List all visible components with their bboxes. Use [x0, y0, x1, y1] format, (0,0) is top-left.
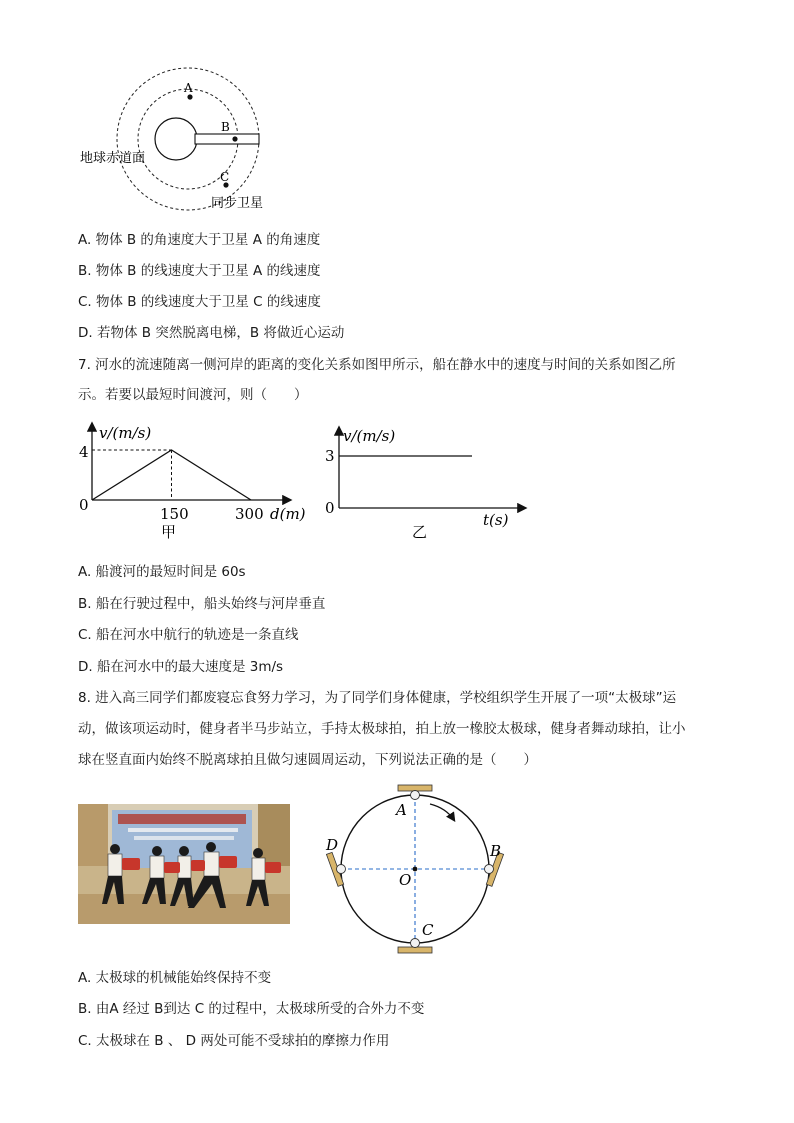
q7-option-d: D. 船在河水中的最大速度是 3m/s [78, 659, 284, 675]
yi-origin-label: 0 [325, 499, 335, 517]
q6-option-d: D. 若物体 B 突然脱离电梯，B 将做近心运动 [78, 325, 345, 341]
chart-jia [75, 418, 315, 543]
point-c-label: C [220, 170, 230, 184]
q7-stem-line1: 7. 河水的流速随离一侧河岸的距离的变化关系如图甲所示，船在静水中的速度与时间的关系如图乙所 [78, 357, 676, 373]
space-elevator [195, 134, 259, 144]
yi-x-label: t(s) [483, 511, 509, 529]
center-dot [413, 867, 418, 872]
jia-y-tick-4: 4 [79, 443, 89, 461]
label-c: C [422, 921, 434, 939]
q8-option-a: A. 太极球的机械能始终保持不变 [78, 970, 272, 986]
sync-satellite-label: 同步卫星 [211, 196, 264, 211]
jia-origin-label: 0 [79, 496, 89, 514]
label-o: O [399, 871, 412, 889]
ball-c [411, 939, 420, 948]
q7-option-c: C. 船在河水中航行的轨迹是一条直线 [78, 627, 299, 643]
label-d: D [326, 836, 339, 854]
jia-x-label: d(m) [270, 505, 306, 523]
taiji-photo [78, 804, 290, 924]
q7-stem-line2: 示。若要以最短时间渡河，则（ ） [78, 387, 308, 403]
q8-stem-line3: 球在竖直面内始终不脱离球拍且做匀速圆周运动，下列说法正确的是（ ） [78, 752, 537, 768]
q8-option-b: B. 由A 经过 B到达 C 的过程中，太极球所受的合外力不变 [78, 1001, 425, 1017]
q6-option-b: B. 物体 B 的线速度大于卫星 A 的线速度 [78, 263, 321, 279]
point-a-label: A [184, 81, 193, 95]
earth-circle [155, 118, 197, 160]
jia-y-label: v/(m/s) [99, 424, 152, 442]
jia-caption: 甲 [161, 523, 177, 541]
q6-option-c: C. 物体 B 的线速度大于卫星 C 的线速度 [78, 294, 321, 310]
rotation-arrow [430, 804, 454, 820]
point-b-dot [232, 136, 237, 141]
q7-option-b: B. 船在行驶过程中，船头始终与河岸垂直 [78, 596, 326, 612]
jia-x-tick-300: 300 [235, 505, 264, 523]
label-b: B [490, 842, 502, 860]
q8-stem-line1: 8. 进入高三同学们都废寝忘食努力学习，为了同学们身体健康，学校组织学生开展了一项“太极球”运 [78, 690, 677, 706]
yi-caption: 乙 [412, 523, 428, 541]
ball-a [411, 791, 420, 800]
orbit-diagram [75, 65, 285, 215]
ball-b [485, 865, 494, 874]
q8-stem-line2: 动，做该项运动时，健身者半马步站立，手持太极球拍，拍上放一橡胶太极球，健身者舞动球拍，让小 [78, 721, 686, 737]
yi-y-label: v/(m/s) [343, 427, 396, 445]
chart-yi [320, 420, 540, 545]
q7-option-a: A. 船渡河的最短时间是 60s [78, 564, 246, 580]
ball-d [337, 865, 346, 874]
circular-motion-diagram [318, 784, 518, 956]
jia-x-tick-150: 150 [160, 505, 189, 523]
yi-y-tick-3: 3 [325, 447, 335, 465]
q6-option-a: A. 物体 B 的角速度大于卫星 A 的角速度 [78, 232, 321, 248]
point-a-dot [187, 94, 192, 99]
point-b-label: B [221, 120, 230, 134]
earth-equator-label: 地球赤道面 [80, 151, 146, 166]
label-a: A [396, 801, 407, 819]
q8-option-c: C. 太极球在 B 、 D 两处可能不受球拍的摩擦力作用 [78, 1033, 390, 1049]
